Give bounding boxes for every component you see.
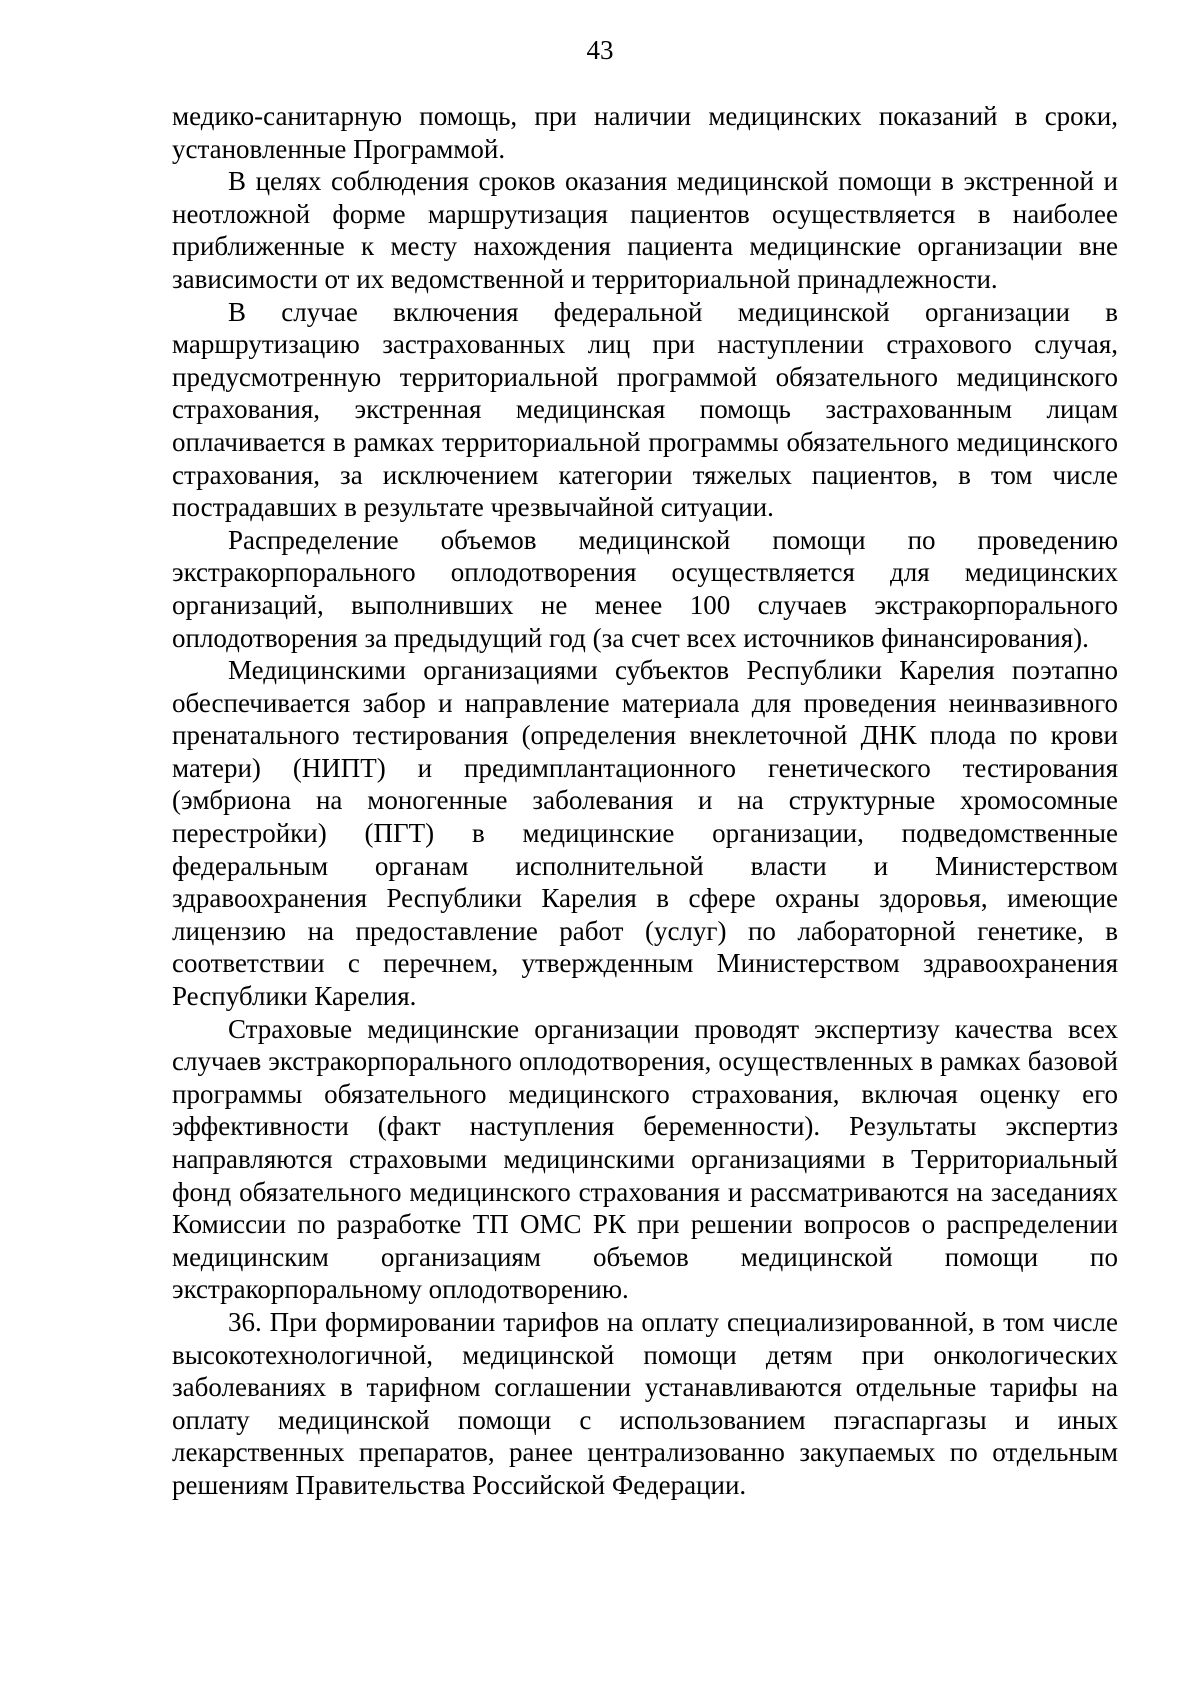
document-body	[172, 100, 1118, 1502]
paragraph-prenatal-testing: Медицинскими организациями субъектов Республики Карелия поэтапно обеспечивается забор и направление материала для проведения неинвазивного пренатального тестирования (определения внеклеточной ДНК плода по крови матери) (НИПТ) и предимплантационного генетического тестирования (эмбриона на моногенные заболевания и на структурные хромосомные перестройки) (ПГТ) в медицинские организации, подведомственные федеральным органам исполнительной власти и Министерством здравоохранения Республики Карелия в сфере охраны здоровья, имеющие лицензию на предоставление работ (услуг) по лабораторной генетике, в соответствии с перечнем, утвержденным Министерством здравоохранения Республики Карелия.	[172, 655, 1118, 1012]
paragraph-ivf-expertise: Страховые медицинские организации проводят экспертизу качества всех случаев экстракорпорального оплодотворения, осуществленных в рамках базовой программы обязательного медицинского страхования, включая оценку его эффективности (факт наступления беременности). Результаты экспертиз направляются страховыми медицинскими организациями в Территориальный фонд обязательного медицинского страхования и рассматриваются на заседаниях Комиссии по разработке ТП ОМС РК при решении вопросов о распределении медицинским организациям объемов медицинской помощи по экстракорпоральному оплодотворению.	[172, 1013, 1118, 1305]
paragraph-ivf-volume: Распределение объемов медицинской помощи по проведению экстракорпорального оплодотворения осуществляется для медицинских организаций, выполнивших не менее 100 случаев экстракорпорального оплодотворения за предыдущий год (за счет всех источников финансирования).	[172, 524, 1118, 653]
paragraph-continuation: медико-санитарную помощь, при наличии медицинских показаний в сроки, установленные Программой.	[172, 101, 1118, 164]
paragraph-emergency-routing: В целях соблюдения сроков оказания медицинской помощи в экстренной и неотложной форме маршрутизация пациентов осуществляется в наиболее приближенные к месту нахождения пациента медицинские организации вне зависимости от их ведомственной и территориальной принадлежности.	[172, 166, 1118, 294]
paragraph-item-36: 36. При формировании тарифов на оплату специализированной, в том числе высокотехнологичной, медицинской помощи детям при онкологических заболеваниях в тарифном соглашении устанавливаются отдельные тарифы на оплату медицинской помощи с использованием пэгаспаргазы и иных лекарственных препаратов, ранее централизованно закупаемых по отдельным решениям Правительства Российской Федерации.	[172, 1306, 1118, 1500]
page-number: 43	[586, 35, 614, 65]
paragraph-federal-organization: В случае включения федеральной медицинской организации в маршрутизацию застрахованных лиц при наступлении страхового случая, предусмотренную территориальной программой обязательного медицинского страхования, экстренная медицинская помощь застрахованным лицам оплачивается в рамках территориальной программы обязательного медицинского страхования, за исключением категории тяжелых пациентов, в том числе пострадавших в результате чрезвычайной ситуации.	[172, 296, 1118, 523]
